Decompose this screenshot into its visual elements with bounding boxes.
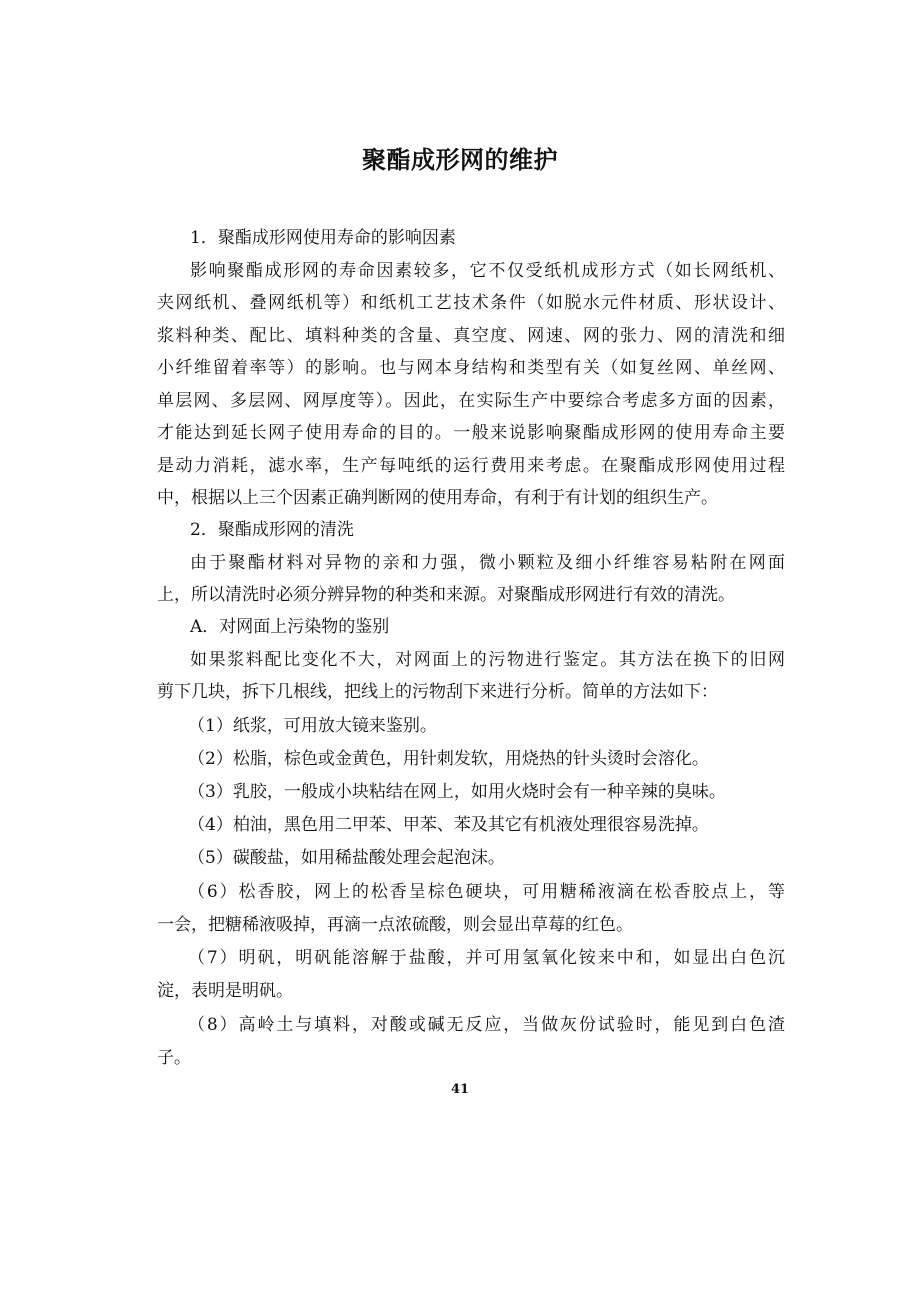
page-title: 聚酯成形网的维护 (362, 146, 558, 174)
section-heading: 1．聚酯成形网使用寿命的影响因素 (190, 228, 456, 248)
list-item: （8）高岭土与填料，对酸或碱无反应，当做灰份试验时，能见到白色渣 (188, 1015, 785, 1035)
subsection-heading: A．对网面上污染物的鉴别 (190, 617, 390, 637)
paragraph-line: 影响聚酯成形网的寿命因素较多，它不仅受纸机成形方式（如长网纸机、 (190, 261, 785, 281)
list-item: （5）碳酸盐，如用稀盐酸处理会起泡沫。 (188, 848, 505, 868)
section-heading: 2．聚酯成形网的清洗 (190, 520, 354, 540)
list-item-continuation: 子。 (157, 1048, 191, 1068)
list-item-continuation: 淀，表明是明矾。 (157, 981, 293, 1001)
paragraph-line: 中，根据以上三个因素正确判断网的使用寿命，有利于有计划的组织生产。 (157, 488, 718, 508)
list-item: （3）乳胶，一般成小块粘结在网上，如用火烧时会有一种辛辣的臭味。 (188, 782, 726, 802)
paragraph-line: 才能达到延长网子使用寿命的目的。一般来说影响聚酯成形网的使用寿命主要 (157, 423, 785, 443)
list-item: （1）纸浆，可用放大镜来鉴别。 (188, 716, 437, 736)
page-number: 41 (450, 1082, 470, 1097)
paragraph-line: 夹网纸机、叠网纸机等）和纸机工艺技术条件（如脱水元件材质、形状设计、 (157, 293, 785, 313)
list-item: （7）明矾，明矾能溶解于盐酸，并可用氢氧化铵来中和，如显出白色沉 (188, 948, 785, 968)
paragraph-line: 单层网、多层网、网厚度等）。因此，在实际生产中要综合考虑多方面的因素， (157, 391, 785, 411)
paragraph-line: 剪下几块，拆下几根线，把线上的污物刮下来进行分析。简单的方法如下： (157, 682, 718, 702)
paragraph-line: 是动力消耗，滤水率，生产每吨纸的运行费用来考虑。在聚酯成形网使用过程 (157, 456, 785, 476)
paragraph-line: 如果浆料配比变化不大，对网面上的污物进行鉴定。其方法在换下的旧网 (190, 650, 785, 670)
list-item: （2）松脂，棕色或金黄色，用针刺发软，用烧热的针头烫时会溶化。 (188, 749, 709, 769)
list-item-continuation: 一会，把糖稀液吸掉，再滴一点浓硫酸，则会显出草莓的红色。 (157, 915, 633, 935)
paragraph-line: 上，所以清洗时必须分辨异物的种类和来源。对聚酯成形网进行有效的清洗。 (157, 585, 735, 605)
paragraph-line: 浆料种类、配比、填料种类的含量、真空度、网速、网的张力、网的清洗和细 (157, 326, 785, 346)
paragraph-line: 小纤维留着率等）的影响。也与网本身结构和类型有关（如复丝网、单丝网、 (157, 358, 785, 378)
paragraph-line: 由于聚酯材料对异物的亲和力强，微小颗粒及细小纤维容易粘附在网面 (190, 553, 785, 573)
list-item: （6）松香胶，网上的松香呈棕色硬块，可用糖稀液滴在松香胶点上，等 (188, 882, 785, 902)
list-item: （4）柏油，黑色用二甲苯、甲苯、苯及其它有机液处理很容易洗掉。 (188, 815, 709, 835)
